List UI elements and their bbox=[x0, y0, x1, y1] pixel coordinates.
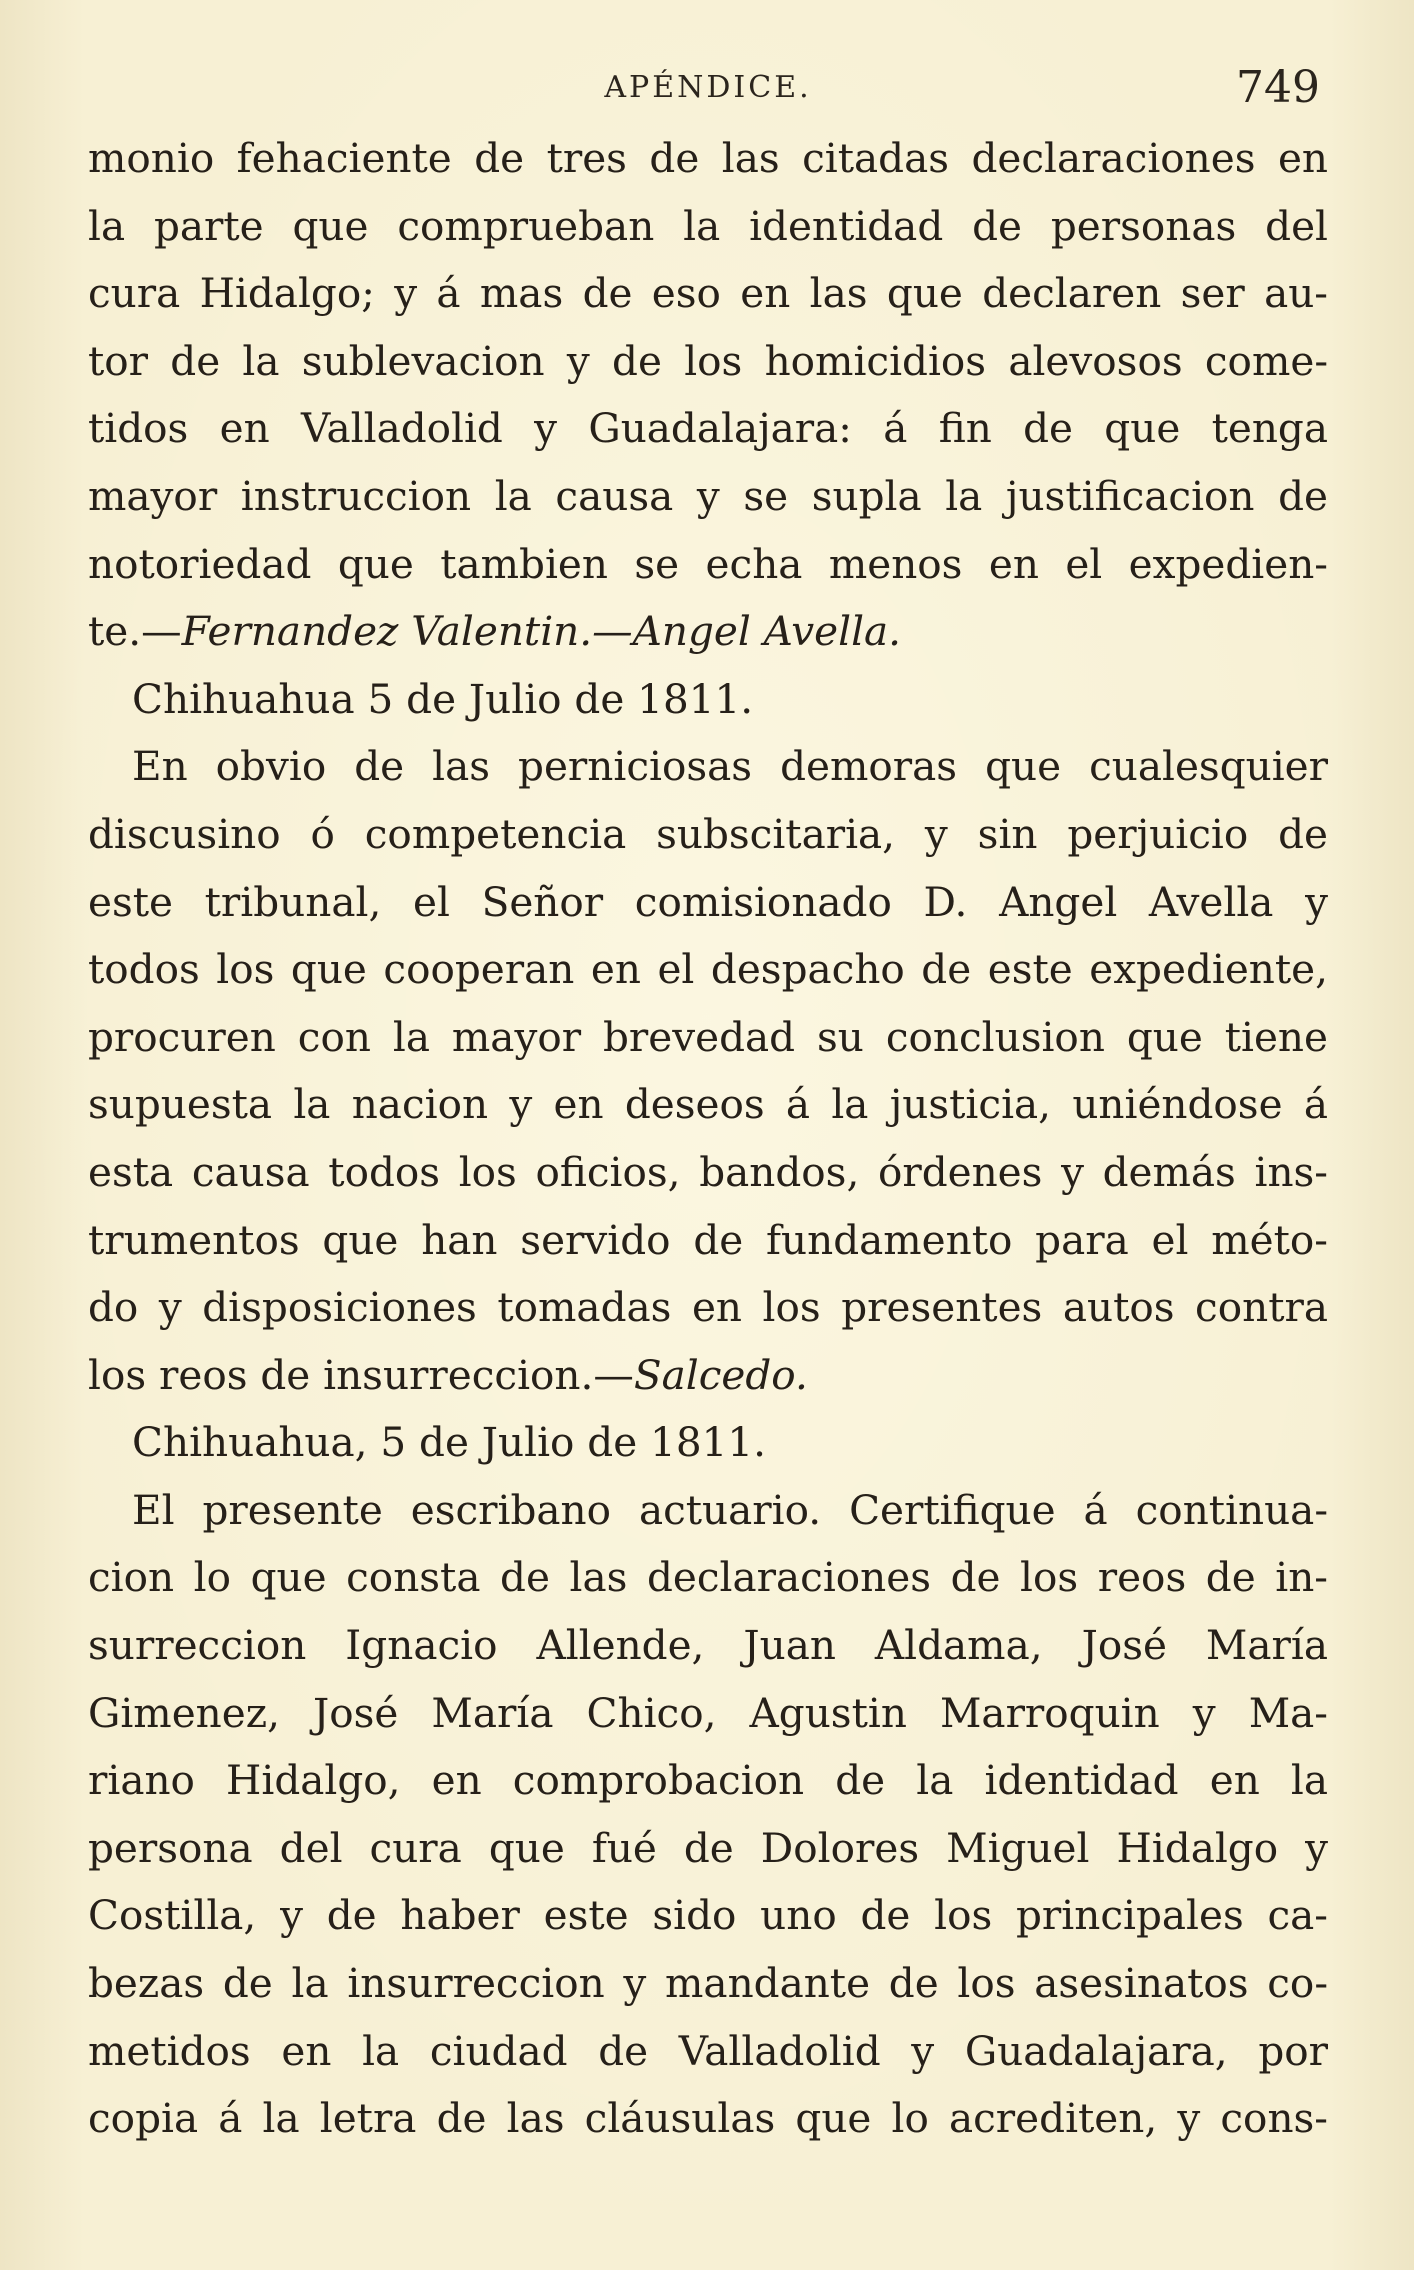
page-number: 749 bbox=[1236, 62, 1320, 113]
paragraph-continuation bbox=[88, 125, 1328, 666]
text-line: procuren con la mayor brevedad su conclusion que tiene bbox=[88, 1012, 1328, 1061]
dateline bbox=[88, 666, 1328, 734]
line-text: los reos de insurreccion.— bbox=[88, 1350, 634, 1399]
text-line: supuesta la nacion y en deseos á la justicia, uniéndose á bbox=[88, 1080, 1328, 1129]
text-line: do y disposiciones tomadas en los presentes autos contra bbox=[88, 1283, 1328, 1332]
text-line: Gimenez, José María Chico, Agustin Marroquin y Ma- bbox=[88, 1688, 1328, 1737]
text-line: mayor instruccion la causa y se supla la justificacion de bbox=[88, 471, 1328, 520]
text-line: cion lo que consta de las declaraciones de los reos de in- bbox=[88, 1553, 1328, 1602]
body-text bbox=[88, 125, 1328, 2153]
text-line: surreccion Ignacio Allende, Juan Aldama, José María bbox=[88, 1621, 1328, 1670]
text-line: En obvio de las perniciosas demoras que cualesquier bbox=[132, 742, 1328, 791]
signature: Salcedo. bbox=[633, 1350, 808, 1399]
dateline bbox=[88, 1409, 1328, 1477]
line-text: te.— bbox=[88, 607, 182, 656]
text-line: la parte que comprueban la identidad de personas del bbox=[88, 201, 1328, 250]
text-line: Chihuahua, 5 de Julio de 1811. bbox=[132, 1418, 766, 1467]
text-line: persona del cura que fué de Dolores Miguel Hidalgo y bbox=[88, 1823, 1328, 1872]
page-header bbox=[88, 62, 1328, 122]
text-line: bezas de la insurreccion y mandante de los asesinatos co- bbox=[88, 1959, 1328, 2008]
text-line-with-signature bbox=[88, 1342, 1328, 1410]
text-line: cura Hidalgo; y á mas de eso en las que declaren ser au- bbox=[88, 269, 1328, 318]
text-line: tidos en Valladolid y Guadalajara: á fin de que tenga bbox=[88, 404, 1328, 453]
text-line: riano Hidalgo, en comprobacion de la identidad en la bbox=[88, 1756, 1328, 1805]
signature: Fernandez Valentin.—Angel Avella. bbox=[181, 607, 902, 656]
text-line: todos los que cooperan en el despacho de este expediente, bbox=[88, 945, 1328, 994]
paragraph-certification bbox=[88, 1477, 1328, 2153]
text-line: discusino ó competencia subscitaria, y sin perjuicio de bbox=[88, 809, 1328, 858]
text-line: monio fehaciente de tres de las citadas declaraciones en bbox=[88, 134, 1328, 182]
text-line: El presente escribano actuario. Certifique á continua- bbox=[132, 1485, 1328, 1534]
text-line: copia á la letra de las cláusulas que lo acrediten, y cons- bbox=[88, 2094, 1328, 2143]
text-line: metidos en la ciudad de Valladolid y Guadalajara, por bbox=[88, 2026, 1328, 2075]
running-head: APÉNDICE. bbox=[604, 70, 812, 105]
paragraph-decree bbox=[88, 733, 1328, 1409]
text-line: trumentos que han servido de fundamento para el méto- bbox=[88, 1215, 1328, 1264]
text-line: tor de la sublevacion y de los homicidios alevosos come- bbox=[88, 336, 1328, 385]
text-line: este tribunal, el Señor comisionado D. Angel Avella y bbox=[88, 877, 1328, 926]
text-line: esta causa todos los oficios, bandos, órdenes y demás ins- bbox=[88, 1147, 1328, 1196]
text-line-with-signature bbox=[88, 598, 1328, 666]
text-line: Chihuahua 5 de Julio de 1811. bbox=[132, 674, 754, 723]
text-line: notoriedad que tambien se echa menos en el expedien- bbox=[88, 539, 1328, 588]
text-line: Costilla, y de haber este sido uno de los principales ca- bbox=[88, 1891, 1328, 1940]
